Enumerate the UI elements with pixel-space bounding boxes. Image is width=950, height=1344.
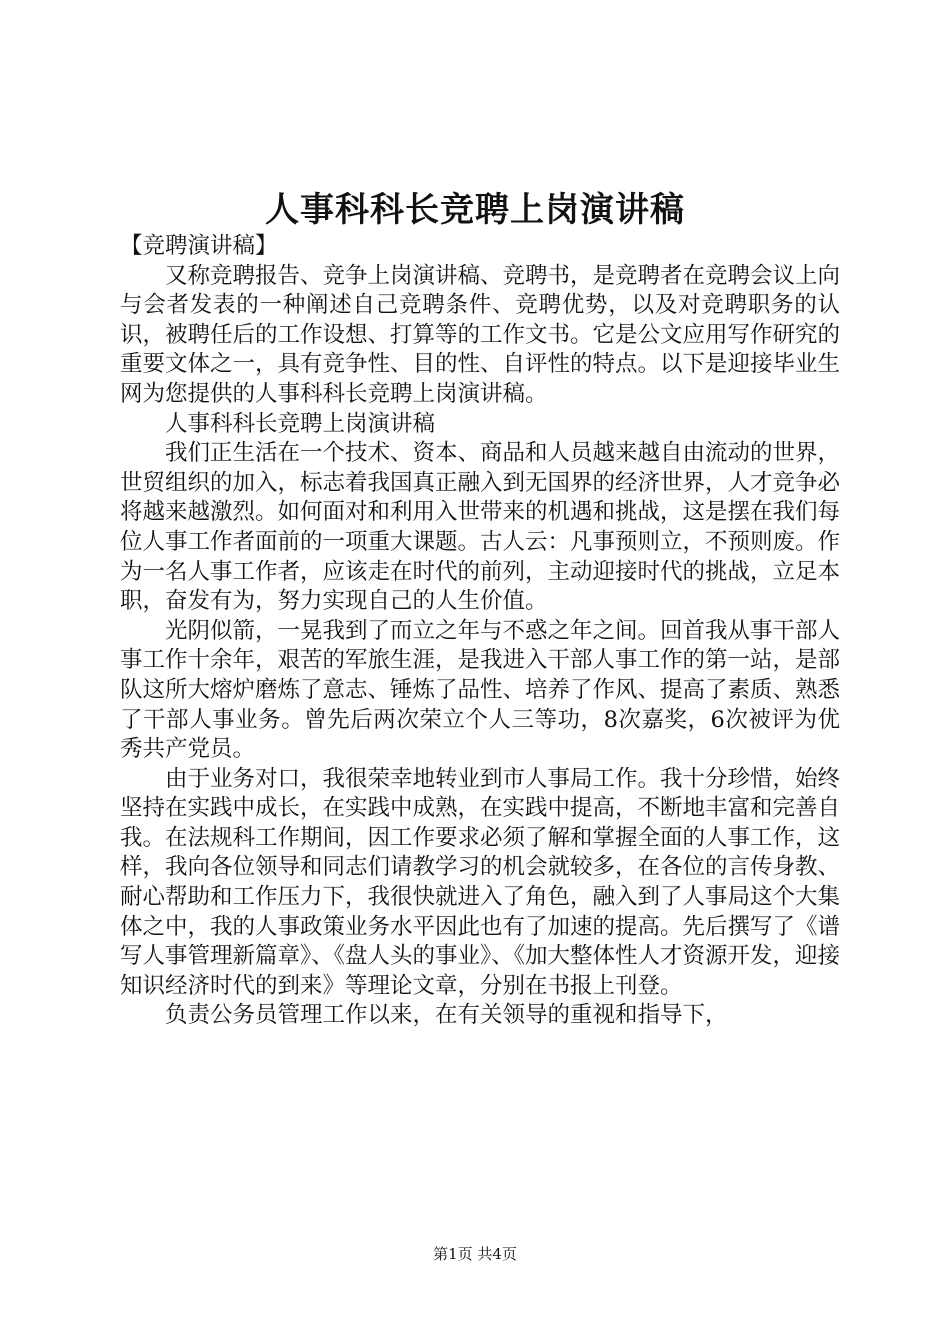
paragraph-intro: 又称竞聘报告、竞争上岗演讲稿、竞聘书，是竞聘者在竞聘会议上向与会者发表的一种阐述自己竞聘条件、竞聘优势，以及对竞聘职务的认识，被聘任后的工作设想、打算等的工作文书。它是公文应用写作研究的重要文体之一，具有竞争性、目的性、自评性的特点。以下是迎接毕业生网为您提供的人事科科长竞聘上岗演讲稿。: [120, 262, 841, 407]
document-body: [120, 232, 840, 1031]
paragraph-subtitle: 人事科科长竞聘上岗演讲稿: [165, 410, 436, 437]
paragraph-personnel-bureau: 由于业务对口，我很荣幸地转业到市人事局工作。我十分珍惜，始终坚持在实践中成长，在实践中成熟，在实践中提高，不断地丰富和完善自我。在法规科工作期间，因工作要求必须了解和掌握全面的人事工作，这样，我向各位领导和同志们请教学习的机会就较多，在各位的言传身教、耐心帮助和工作压力下，我很快就进入了角色，融入到了人事局这个大集体之中，我的人事政策业务水平因此也有了加速的提高。先后撰写了《谱写人事管理新篇章》、《盘人头的事业》、《加大整体性人才资源开发，迎接知识经济时代的到来》等理论文章，分别在书报上刊登。: [120, 765, 841, 999]
paragraph-military-career: 光阴似箭，一晃我到了而立之年与不惑之年之间。回首我从事干部人事工作十余年，艰苦的军旅生涯，是我进入干部人事工作的第一站，是部队这所大熔炉磨炼了意志、锤炼了品性、培养了作风、提高了素质、熟悉了干部人事业务。曾先后两次荣立个人三等功，8次嘉奖，6次被评为优秀共产党员。: [120, 617, 841, 763]
page-footer: 第1页 共4页: [433, 1245, 517, 1263]
paragraph-world-context: 我们正生活在一个技术、资本、商品和人员越来越自由流动的世界，世贸组织的加入，标志着我国真正融入到无国界的经济世界，人才竞争必将越来越激烈。如何面对和利用入世带来的机遇和挑战，这是摆在我们每位人事工作者面前的一项重大课题。古人云：凡事预则立，不预则废。作为一名人事工作者，应该走在时代的前列，主动迎接时代的挑战，立足本职，奋发有为，努力实现自己的人生价值。: [120, 440, 841, 615]
paragraph-civil-servant-management: 负责公务员管理工作以来，在有关领导的重视和指导下，: [165, 1002, 728, 1029]
section-label: 【竞聘演讲稿】: [120, 233, 278, 259]
document-title: 人事科科长竞聘上岗演讲稿: [265, 190, 685, 230]
